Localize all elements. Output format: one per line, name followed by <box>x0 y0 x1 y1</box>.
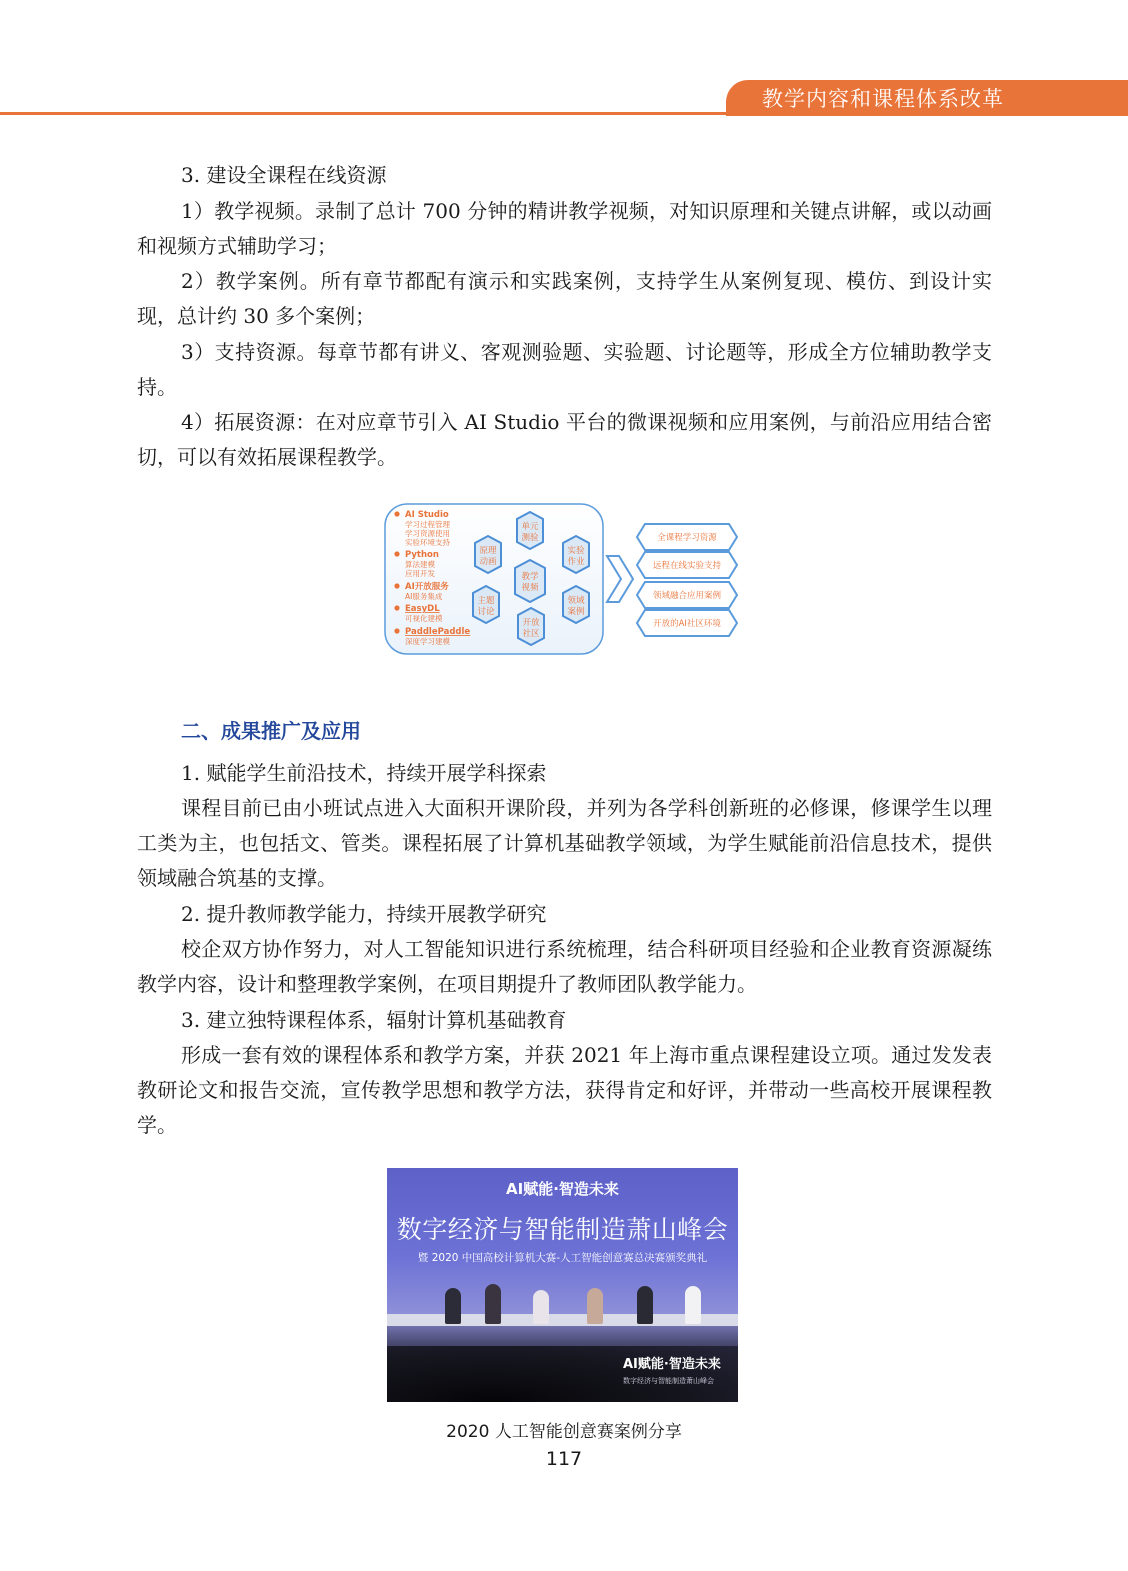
hex-label: 领域 <box>567 596 585 606</box>
hex-label: 案例 <box>567 607 585 617</box>
figure-caption: 2020 人工智能创意赛案例分享 <box>446 1422 682 1442</box>
speaker-figure <box>533 1290 549 1324</box>
section-title: 二、成果推广及应用 <box>181 719 361 743</box>
platform-name: PaddlePaddle <box>405 627 471 637</box>
platform-desc: AI服务集成 <box>405 592 443 601</box>
chevron-right-icon <box>607 556 633 602</box>
hex-label: 讨论 <box>477 607 495 617</box>
audience <box>387 1346 738 1402</box>
subsection-heading-2: 2. 提升教师教学能力，持续开展教学研究 <box>181 902 547 926</box>
speaker-figure <box>637 1286 653 1324</box>
bullet-dot <box>394 605 399 610</box>
photo-subtitle-small: 数字经济与智能制造萧山峰会 <box>623 1377 714 1385</box>
bullet-dot <box>394 551 399 556</box>
hex-label: 教学 <box>521 572 539 582</box>
photo-subtitle: 暨 2020 中国高校计算机大赛-人工智能创意赛总决赛颁奖典礼 <box>417 1252 708 1264</box>
summit-photo <box>387 1168 738 1402</box>
hex-label: 实验 <box>567 546 585 556</box>
hex-label: 原理 <box>479 546 497 556</box>
paragraph-item-3: 3）支持资源。每章节都有讲义、客观测验题、实验题、讨论题等，形成全方位辅助教学支持。 <box>137 340 992 399</box>
speaker-figure <box>445 1288 461 1324</box>
subsection-heading-1: 1. 赋能学生前沿技术，持续开展学科探索 <box>181 761 547 785</box>
bullet-dot <box>394 628 399 633</box>
hex-label: 单元 <box>521 522 539 532</box>
hex-label: 开放 <box>522 618 540 628</box>
outcome-label: 全课程学习资源 <box>657 533 717 543</box>
paragraph-item-1: 1）教学视频。录制了总计 700 分钟的精讲教学视频，对知识原理和关键点讲解，或以动画和视频方式辅助学习； <box>137 199 992 258</box>
hex-label: 作业 <box>567 557 585 567</box>
paragraph-item-2: 2）教学案例。所有章节都配有演示和实践案例，支持学生从案例复现、模仿、到设计实现，总计约 30 多个案例； <box>137 269 992 328</box>
platform-name: AI Studio <box>405 510 449 520</box>
section-heading: 3. 建设全课程在线资源 <box>181 163 387 187</box>
hex-label: 社区 <box>522 629 540 639</box>
platform-desc: 学习资源使用 <box>405 529 450 538</box>
platform-name: EasyDL <box>405 604 440 614</box>
outcome-label: 领域融合应用案例 <box>652 591 722 601</box>
course-resources-diagram <box>383 500 743 658</box>
chapter-title: 教学内容和课程体系改革 <box>762 87 1004 111</box>
hex-label: 主题 <box>477 596 495 606</box>
page-number: 117 <box>545 1448 583 1470</box>
subsection-heading-3: 3. 建立独特课程体系，辐射计算机基础教育 <box>181 1008 567 1032</box>
speaker-figure <box>685 1286 701 1324</box>
hex-label: 动画 <box>479 557 497 567</box>
photo-title: 数字经济与智能制造萧山峰会 <box>396 1215 729 1244</box>
speaker-figure <box>485 1284 501 1324</box>
platform-desc: 学习过程管理 <box>405 520 450 529</box>
platform-desc: 算法建模 <box>405 560 435 569</box>
outcome-label: 远程在线实验支持 <box>652 561 722 571</box>
platform-desc: 深度学习建模 <box>405 637 450 646</box>
platform-name: Python <box>405 550 439 560</box>
platform-desc: 可视化建模 <box>405 614 443 623</box>
platform-desc: 应用开发 <box>405 569 435 578</box>
hex-label: 视频 <box>521 583 539 593</box>
outcome-label: 开放的AI社区环境 <box>653 619 721 629</box>
photo-tagline: AI赋能·智造未来 <box>506 1180 619 1198</box>
paragraph-item-4: 4）拓展资源：在对应章节引入 AI Studio 平台的微课视频和应用案例，与前沿应用结合密切，可以有效拓展课程教学。 <box>137 410 992 469</box>
subsection-text-3: 形成一套有效的课程体系和教学方案，并获 2021 年上海市重点课程建设立项。通过发发表教研论文和报告交流，宣传教学思想和教学方法，获得肯定和好评，并带动一些高校开展课程教学。 <box>137 1043 992 1137</box>
platform-desc: 实验环境支持 <box>405 538 450 547</box>
platform-name: AI开放服务 <box>405 582 449 592</box>
hex-label: 测验 <box>521 533 539 543</box>
subsection-text-2: 校企双方协作努力，对人工智能知识进行系统梳理，结合科研项目经验和企业教育资源凝练教学内容，设计和整理教学案例，在项目期提升了教师团队教学能力。 <box>137 937 992 996</box>
speaker-figure <box>587 1288 603 1324</box>
bullet-dot <box>394 583 399 588</box>
subsection-text-1: 课程目前已由小班试点进入大面积开课阶段，并列为各学科创新班的必修课，修课学生以理工类为主，也包括文、管类。课程拓展了计算机基础教学领域，为学生赋能前沿信息技术，提供领域融合筑基的支撑。 <box>137 796 992 890</box>
photo-tagline-small: AI赋能·智造未来 <box>623 1357 721 1372</box>
bullet-dot <box>394 511 399 516</box>
